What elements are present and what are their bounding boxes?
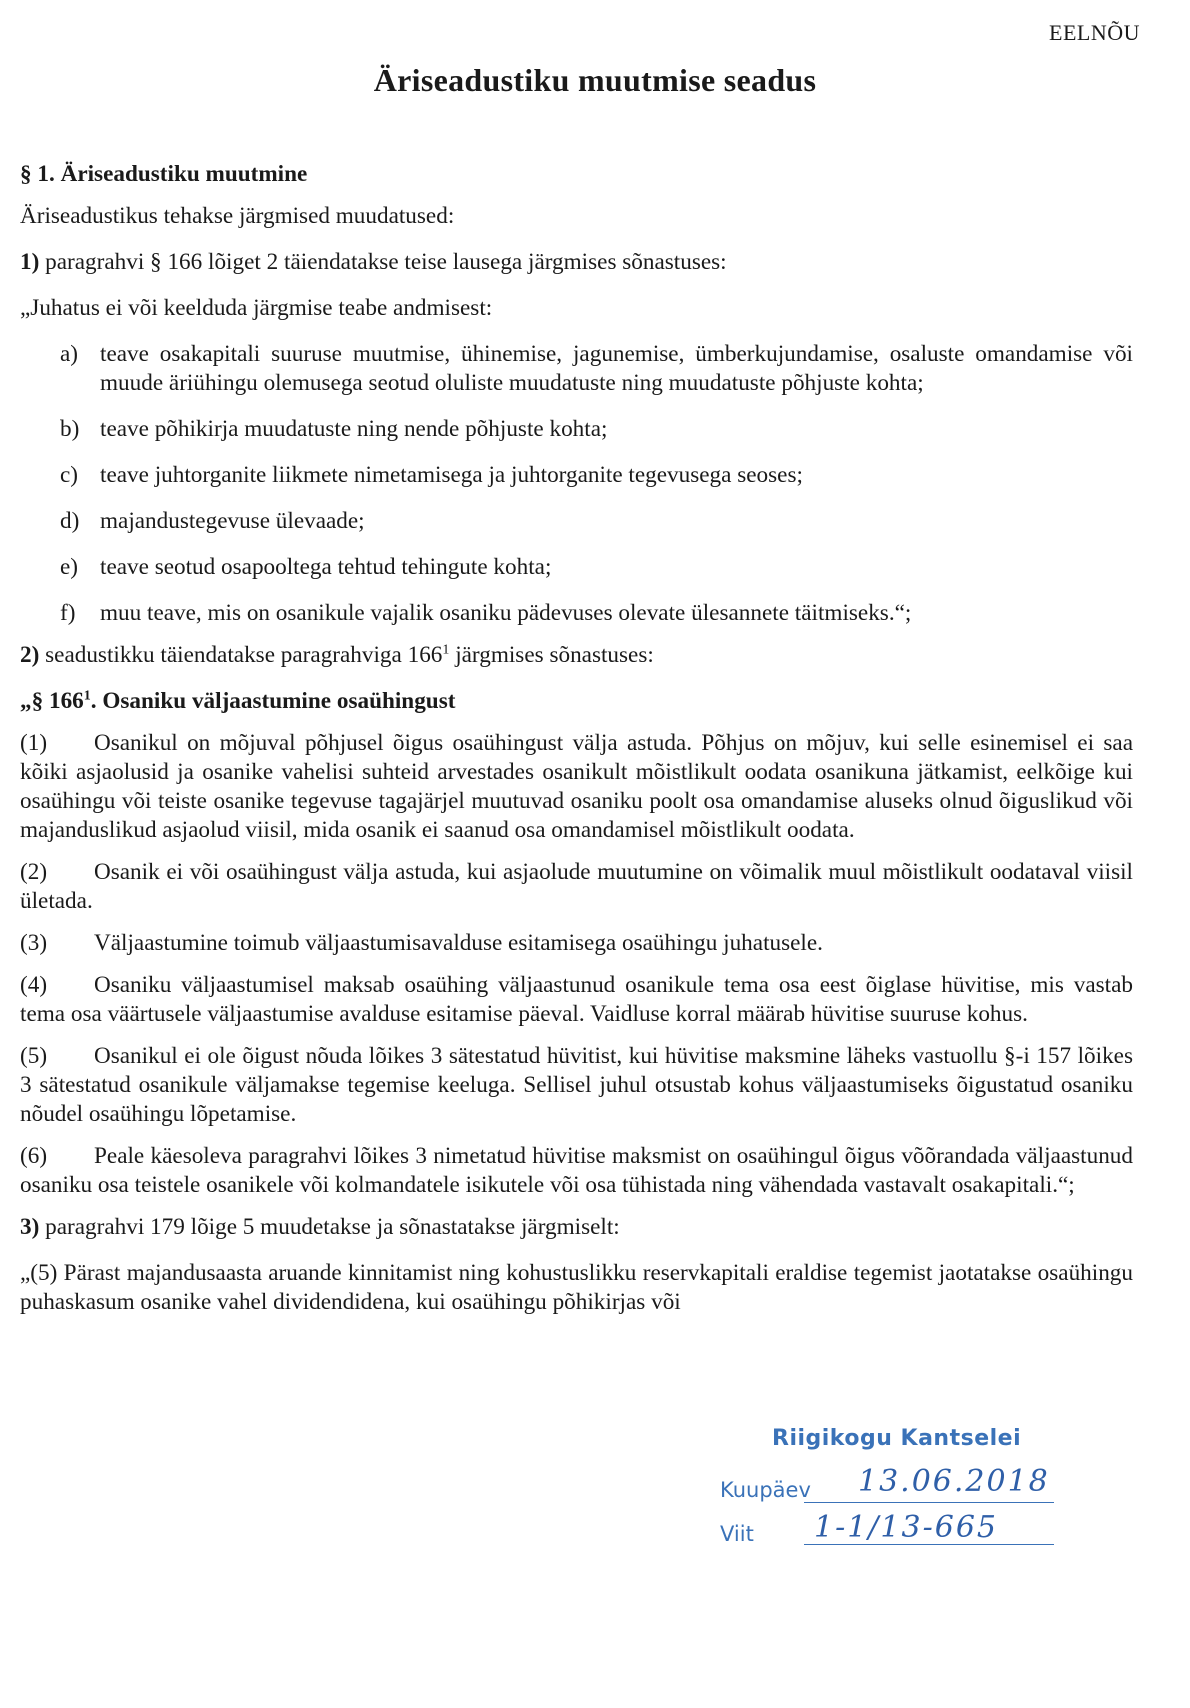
stamp-date-line bbox=[804, 1502, 1054, 1503]
item-text-end: järgmises sõnastuses: bbox=[449, 642, 654, 668]
item-text: paragrahvi § 166 lõiget 2 täiendatakse teise lausega järgmises sõnastuses: bbox=[39, 249, 727, 275]
clause-1 bbox=[20, 729, 1133, 845]
superscript: 1 bbox=[442, 642, 450, 658]
item-text: seadustikku täiendatakse paragrahviga 166 bbox=[39, 642, 443, 668]
draft-label: EELNÕU bbox=[1049, 20, 1140, 45]
item-number: 2) bbox=[20, 642, 40, 668]
item-1 bbox=[20, 248, 1133, 277]
subitem-f bbox=[60, 599, 1133, 628]
subitem-text: majandustegevuse ülevaade; bbox=[100, 508, 365, 534]
stamp-organization: Riigikogu Kantselei bbox=[772, 1426, 1022, 1451]
clause-5 bbox=[20, 1042, 1133, 1129]
item-3 bbox=[20, 1213, 1133, 1242]
item-2 bbox=[20, 641, 1133, 670]
clause-text: Peale käesoleva paragrahvi lõikes 3 nimetatud hüvitise maksmist on osaühingul õigus võõrandada väljaastunud osaniku osa teistele osanikele või kolmandatele isikutele või osa tühistada ning vähendada vastavalt osakapitali.“; bbox=[20, 1143, 1133, 1198]
clause-text: Osanik ei või osaühingust välja astuda, kui asjaolude muutumine on võimalik muul mõistlikult oodataval viisil ületada. bbox=[20, 859, 1133, 914]
subitem-text: teave seotud osapooltega tehtud tehingute kohta; bbox=[100, 554, 552, 580]
registry-stamp bbox=[716, 1426, 1066, 1576]
subitem-d bbox=[60, 507, 1133, 536]
clause-number: (3) bbox=[20, 930, 48, 956]
item-text: paragrahvi 179 lõige 5 muudetakse ja sõnastatakse järgmiselt: bbox=[39, 1214, 620, 1240]
clause-number: (4) bbox=[20, 972, 48, 998]
subitem-letter: e) bbox=[60, 554, 79, 580]
clause-text: Osanikul on mõjuval põhjusel õigus osaühingust välja astuda. Põhjus on mõjuv, kui selle esinemisel ei saa kõiki asjaolusid ja osanike vahelisi suhteid arvestades osanikult mõistlikult oodata osanikuna jätkamist, eelkõige kui osaühingu või teiste osanike tegevuse tagajärjel muutuvad osaniku poolt osa omandamise aluseks olnud õiguslikud või majanduslikud asjaolud viisil, mida osanik ei saanud osa omandamisel mõistlikult oodata. bbox=[20, 730, 1133, 843]
clause-2 bbox=[20, 858, 1133, 916]
subitem-e bbox=[60, 553, 1133, 582]
clause-text: Osaniku väljaastumisel maksab osaühing väljaastunud osanikule tema osa eest õiglase hüvitise, mis vastab tema osa väärtusele väljaastumise avalduse esitamise päeval. Vaidluse korral määrab hüvitise suuruse kohus. bbox=[20, 972, 1133, 1027]
subitem-c bbox=[60, 461, 1133, 490]
clause-number: (6) bbox=[20, 1143, 48, 1169]
subitem-letter: c) bbox=[60, 462, 79, 488]
clause-text: Osanikul ei ole õigust nõuda lõikes 3 sätestatud hüvitist, kui hüvitise maksmine läheks vastuollu §-i 157 lõikes 3 sätestatud osanikule väljamakse tegemise keeluga. Sellisel juhul otsustab kohus väljaastumiseks õigustatud osaniku nõudel osaühingu lõpetamise. bbox=[20, 1043, 1133, 1127]
subitem-text: teave osakapitali suuruse muutmise, ühinemise, jagunemise, ümberkujundamise, osaluste omandamise või muude äriühingu olemusega seotud oluliste muudatuste ning muudatuste põhjuste kohta; bbox=[100, 341, 1133, 396]
heading-text: „§ 166 bbox=[20, 688, 84, 714]
handwritten-reference: 1-1/13-665 bbox=[814, 1510, 998, 1545]
clause-number: (2) bbox=[20, 859, 48, 885]
item-number: 3) bbox=[20, 1214, 40, 1240]
item-3-quote: „(5) Pärast majandusaasta aruande kinnitamist ning kohustuslikku reservkapitali eraldise tegemist jaotatakse osaühingu puhaskasum osanike vahel dividendidena, kui osaühingu põhikirjas või bbox=[20, 1260, 1133, 1315]
subitem-text: teave juhtorganite liikmete nimetamisega ja juhtorganite tegevusega seoses; bbox=[100, 462, 803, 488]
subitem-letter: f) bbox=[60, 600, 76, 626]
subitem-letter: a) bbox=[60, 341, 79, 367]
handwritten-date: 13.06.2018 bbox=[858, 1464, 1050, 1499]
clause-number: (5) bbox=[20, 1043, 48, 1069]
superscript: 1 bbox=[83, 688, 91, 704]
subitem-text: muu teave, mis on osanikule vajalik osaniku pädevuses olevate ülesannete täitmiseks.“; bbox=[100, 600, 912, 626]
subitem-text: teave põhikirja muudatuste ning nende põhjuste kohta; bbox=[100, 416, 608, 442]
section-intro: Äriseadustikus tehakse järgmised muudatused: bbox=[20, 203, 455, 229]
clause-6 bbox=[20, 1142, 1133, 1200]
clause-text: Väljaastumine toimub väljaastumisavalduse esitamisega osaühingu juhatusele. bbox=[94, 930, 823, 956]
clause-4 bbox=[20, 971, 1133, 1029]
subitem-b bbox=[60, 415, 1133, 444]
section-heading: § 1. Äriseadustiku muutmine bbox=[20, 161, 308, 187]
clause-number: (1) bbox=[20, 730, 48, 756]
document-title: Äriseadustiku muutmise seadus bbox=[373, 62, 817, 98]
heading-text-end: . Osaniku väljaastumine osaühingust bbox=[90, 688, 456, 714]
stamp-ref-label: Viit bbox=[720, 1522, 754, 1546]
stamp-date-label: Kuupäev bbox=[720, 1478, 811, 1502]
subitem-letter: d) bbox=[60, 508, 80, 534]
item-number: 1) bbox=[20, 249, 40, 275]
subitem-a bbox=[60, 340, 1133, 398]
item-1-quote: „Juhatus ei või keelduda järgmise teabe andmisest: bbox=[20, 295, 493, 321]
document-body bbox=[20, 160, 1133, 1317]
clause-3 bbox=[20, 929, 1133, 958]
subitem-letter: b) bbox=[60, 416, 80, 442]
new-paragraph-heading bbox=[20, 687, 1133, 716]
